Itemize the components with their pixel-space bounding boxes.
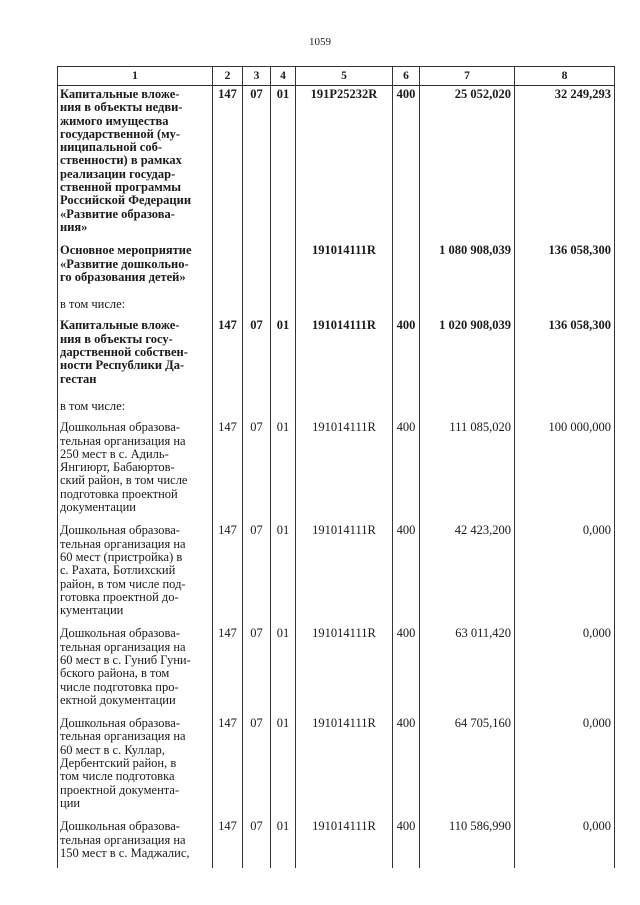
amount-cell: 25 052,020	[420, 86, 515, 243]
expense-type-cell	[393, 394, 420, 419]
row-name-cell: Основное мероприятие «Развитие дошкольно- го образования детей»	[58, 242, 213, 292]
subsection-cell: 01	[271, 86, 296, 243]
expense-type-cell: 400	[393, 715, 420, 818]
target-article-cell	[296, 394, 393, 419]
subsection-cell	[271, 394, 296, 419]
table-body	[58, 86, 615, 869]
amount-cell: 32 249,293	[515, 86, 615, 243]
page-number: 1059	[309, 36, 331, 48]
row-name-cell: Дошкольная образова- тельная организация на 60 мест (пристройка) в с. Рахата, Ботлихский район, в том числе под- готовка проектной до- кументации	[58, 522, 213, 625]
column-header: 2	[213, 67, 243, 86]
row-name-cell: Дошкольная образова- тельная организация на 60 мест в с. Гуниб Гуни- бского района, в том числе подготовка про- ектной документации	[58, 625, 213, 715]
section-cell: 07	[243, 522, 271, 625]
section-cell: 07	[243, 625, 271, 715]
section-cell: 07	[243, 715, 271, 818]
section-cell: 07	[243, 419, 271, 522]
code-cell	[213, 242, 243, 292]
subsection-cell: 01	[271, 419, 296, 522]
amount-cell: 100 000,000	[515, 419, 615, 522]
column-header: 1	[58, 67, 213, 86]
row-name-cell: Дошкольная образова- тельная организация на 250 мест в с. Адиль- Янгиюрт, Бабаюртов- ский район, в том числе подготовка проектной документации	[58, 419, 213, 522]
code-cell: 147	[213, 419, 243, 522]
target-article-cell: 191014111R	[296, 317, 393, 393]
section-cell: 07	[243, 317, 271, 393]
amount-cell	[420, 394, 515, 419]
row-name-cell: Капитальные вложе- ния в объекты недви- жимого имущества государственной (му- ниципальной соб- ственности) в рамках реализации государ- ственной программы Российской Федерации «Развитие образова- ния»	[58, 86, 213, 243]
expense-type-cell: 400	[393, 522, 420, 625]
subsection-cell: 01	[271, 522, 296, 625]
column-header: 3	[243, 67, 271, 86]
table-note-row	[58, 292, 615, 317]
budget-table	[57, 66, 615, 868]
table-row	[58, 86, 615, 243]
amount-cell: 111 085,020	[420, 419, 515, 522]
code-cell: 147	[213, 522, 243, 625]
subsection-cell: 01	[271, 818, 296, 868]
table-row	[58, 242, 615, 292]
table-row	[58, 625, 615, 715]
target-article-cell: 191014111R	[296, 715, 393, 818]
column-header: 6	[393, 67, 420, 86]
table-row	[58, 522, 615, 625]
column-header: 7	[420, 67, 515, 86]
amount-cell: 42 423,200	[420, 522, 515, 625]
code-cell: 147	[213, 715, 243, 818]
code-cell	[213, 394, 243, 419]
amount-cell: 63 011,420	[420, 625, 515, 715]
target-article-cell: 191014111R	[296, 625, 393, 715]
table-row	[58, 715, 615, 818]
expense-type-cell: 400	[393, 317, 420, 393]
column-header: 8	[515, 67, 615, 86]
expense-type-cell: 400	[393, 86, 420, 243]
section-cell	[243, 292, 271, 317]
code-cell	[213, 292, 243, 317]
subsection-cell	[271, 242, 296, 292]
subsection-cell: 01	[271, 715, 296, 818]
row-name-cell: Дошкольная образова- тельная организация на 60 мест в с. Куллар, Дербентский район, в том числе подготовка проектной документа- ции	[58, 715, 213, 818]
amount-cell	[515, 292, 615, 317]
amount-cell: 136 058,300	[515, 242, 615, 292]
row-name-cell: в том числе:	[58, 394, 213, 419]
amount-cell: 64 705,160	[420, 715, 515, 818]
expense-type-cell	[393, 292, 420, 317]
target-article-cell: 191P25232R	[296, 86, 393, 243]
table-row	[58, 818, 615, 868]
amount-cell: 0,000	[515, 715, 615, 818]
target-article-cell	[296, 292, 393, 317]
amount-cell: 1 080 908,039	[420, 242, 515, 292]
row-name-cell: Дошкольная образова- тельная организация на 150 мест в с. Маджалис,	[58, 818, 213, 868]
amount-cell	[515, 394, 615, 419]
amount-cell: 110 586,990	[420, 818, 515, 868]
subsection-cell: 01	[271, 317, 296, 393]
expense-type-cell: 400	[393, 419, 420, 522]
target-article-cell: 191014111R	[296, 522, 393, 625]
amount-cell: 0,000	[515, 625, 615, 715]
subsection-cell: 01	[271, 625, 296, 715]
row-name-cell: Капитальные вложе- ния в объекты госу- дарственной собствен- ности Республики Да- гестан	[58, 317, 213, 393]
code-cell: 147	[213, 86, 243, 243]
column-header: 4	[271, 67, 296, 86]
header-row	[58, 67, 615, 86]
amount-cell: 1 020 908,039	[420, 317, 515, 393]
code-cell: 147	[213, 317, 243, 393]
amount-cell: 0,000	[515, 522, 615, 625]
subsection-cell	[271, 292, 296, 317]
amount-cell	[420, 292, 515, 317]
table-note-row	[58, 394, 615, 419]
column-header: 5	[296, 67, 393, 86]
section-cell	[243, 394, 271, 419]
target-article-cell: 191014111R	[296, 242, 393, 292]
code-cell: 147	[213, 818, 243, 868]
expense-type-cell: 400	[393, 818, 420, 868]
target-article-cell: 191014111R	[296, 818, 393, 868]
section-cell: 07	[243, 86, 271, 243]
section-cell	[243, 242, 271, 292]
expense-type-cell	[393, 242, 420, 292]
amount-cell: 0,000	[515, 818, 615, 868]
expense-type-cell: 400	[393, 625, 420, 715]
table-row	[58, 317, 615, 393]
amount-cell: 136 058,300	[515, 317, 615, 393]
target-article-cell: 191014111R	[296, 419, 393, 522]
section-cell: 07	[243, 818, 271, 868]
table-row	[58, 419, 615, 522]
code-cell: 147	[213, 625, 243, 715]
row-name-cell: в том числе:	[58, 292, 213, 317]
